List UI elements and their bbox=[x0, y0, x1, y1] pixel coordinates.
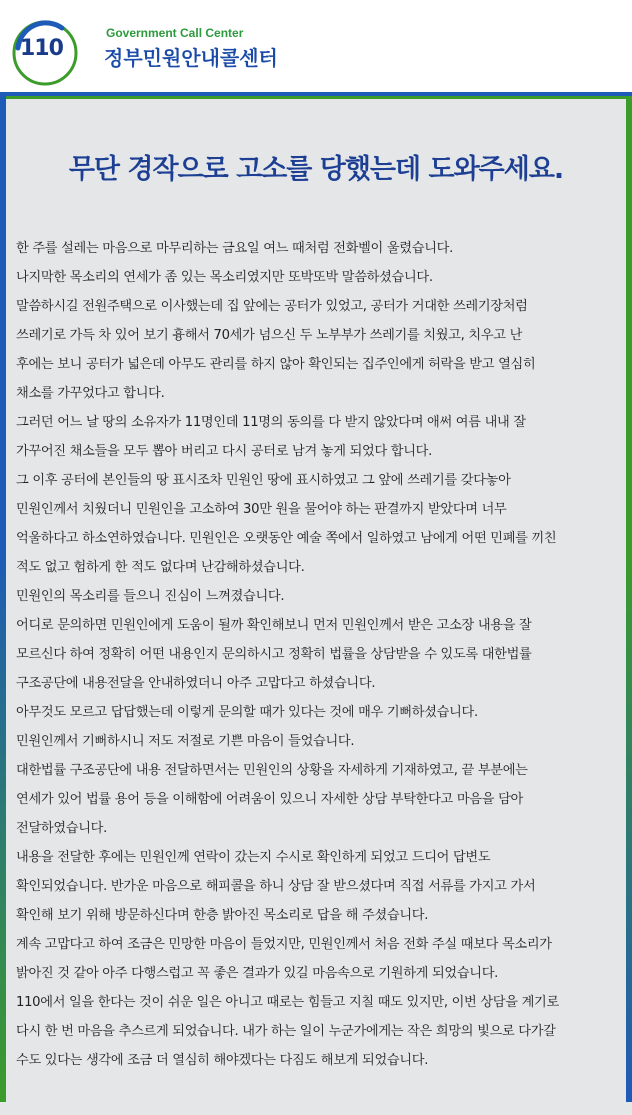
article-line: 아무것도 모르고 답답했는데 이렇게 문의할 때가 있다는 것에 매우 기뻐하셨습니다. bbox=[16, 705, 478, 720]
article-line: 민원인께서 기뻐하시니 저도 저절로 기쁜 마음이 들었습니다. bbox=[16, 734, 355, 749]
article-body bbox=[16, 234, 626, 1075]
article-line: 그러던 어느 날 땅의 소유자가 11명인데 11명의 동의를 다 받지 않았다며 애써 여름 내내 잘 bbox=[16, 415, 526, 430]
article-line: 110에서 일을 한다는 것이 쉬운 일은 아니고 때로는 힘들고 지칠 때도 있지만, 이번 상담을 계기로 bbox=[16, 995, 559, 1010]
article-line: 대한법률 구조공단에 내용 전달하면서는 민원인의 상황을 자세하게 기재하였고, 끝 부분에는 bbox=[16, 763, 528, 778]
article-line: 전달하였습니다. bbox=[16, 821, 107, 836]
top-green-border bbox=[2, 96, 632, 99]
article-line: 어디로 문의하면 민원인에게 도움이 될까 확인해보니 먼저 민원인께서 받은 고소장 내용을 잘 bbox=[16, 618, 532, 633]
article-line: 내용을 전달한 후에는 민원인께 연락이 갔는지 수시로 확인하게 되었고 드디어 답변도 bbox=[16, 850, 491, 865]
article-line: 나지막한 목소리의 연세가 좀 있는 목소리였지만 또박또박 말씀하셨습니다. bbox=[16, 270, 433, 285]
article-line: 민원인께서 치웠더니 민원인을 고소하여 30만 원을 물어야 하는 판결까지 받았다며 너무 bbox=[16, 502, 507, 517]
article-line: 억울하다고 하소연하였습니다. 민원인은 오랫동안 예술 쪽에서 일하였고 남에게 어떤 민폐를 끼친 bbox=[16, 531, 557, 546]
brand-korean: 정부민원안내콜센터 bbox=[104, 46, 278, 70]
article-line: 구조공단에 내용전달을 안내하였더니 아주 고맙다고 하셨습니다. bbox=[16, 676, 376, 691]
article-line: 쓰레기로 가득 차 있어 보기 흉해서 70세가 넘으신 두 노부부가 쓰레기를 치웠고, 치우고 난 bbox=[16, 328, 523, 343]
article-line: 채소를 가꾸었다고 합니다. bbox=[16, 386, 165, 401]
article-line: 다시 한 번 마음을 추스르게 되었습니다. 내가 하는 일이 누군가에게는 작은 희망의 빛으로 다가갈 bbox=[16, 1024, 556, 1039]
article-line: 민원인의 목소리를 들으니 진심이 느껴졌습니다. bbox=[16, 589, 285, 604]
article-line: 계속 고맙다고 하여 조금은 민망한 마음이 들었지만, 민원인께서 처음 전화 주실 때보다 목소리가 bbox=[16, 937, 552, 952]
article-line: 확인되었습니다. 반가운 마음으로 해피콜을 하니 상담 잘 받으셨다며 직접 서류를 가지고 가서 bbox=[16, 879, 536, 894]
article-line: 후에는 보니 공터가 넓은데 아무도 관리를 하지 않아 확인되는 집주인에게 허락을 받고 열심히 bbox=[16, 357, 536, 372]
article-line: 밝아진 것 같아 아주 다행스럽고 꼭 좋은 결과가 있길 마음속으로 기원하게 되었습니다. bbox=[16, 966, 499, 981]
article-line: 모르신다 하여 정확히 어떤 내용인지 문의하시고 정확히 법률을 상담받을 수 있도록 대한법률 bbox=[16, 647, 532, 662]
article-line: 연세가 있어 법률 용어 등을 이해함에 어려움이 있으니 자세한 상담 부탁한다고 마음을 담아 bbox=[16, 792, 523, 807]
right-border bbox=[626, 99, 632, 1102]
left-border bbox=[0, 96, 6, 1102]
article-line: 가꾸어진 채소들을 모두 뽑아 버리고 다시 공터로 남겨 놓게 되었다 합니다. bbox=[16, 444, 432, 459]
bottom-strip bbox=[0, 1102, 632, 1115]
article-line: 말씀하시길 전원주택으로 이사했는데 집 앞에는 공터가 있었고, 공터가 거대한 쓰레기장처럼 bbox=[16, 299, 528, 314]
article-line: 확인해 보기 위해 방문하신다며 한층 밝아진 목소리로 답을 해 주셨습니다. bbox=[16, 908, 429, 923]
header bbox=[0, 0, 632, 92]
logo-number: 110 bbox=[20, 36, 63, 61]
brand-english: Government Call Center bbox=[106, 26, 244, 40]
article-line: 수도 있다는 생각에 조금 더 열심히 해야겠다는 다짐도 해보게 되었습니다. bbox=[16, 1053, 429, 1068]
article-title: 무단 경작으로 고소를 당했는데 도와주세요. bbox=[68, 154, 564, 185]
article-line: 적도 없고 험하게 한 적도 없다며 난감해하셨습니다. bbox=[16, 560, 305, 575]
article-line: 그 이후 공터에 본인들의 땅 표시조차 민원인 땅에 표시하였고 그 앞에 쓰레기를 갖다놓아 bbox=[16, 473, 511, 488]
article-line: 한 주를 설레는 마음으로 마무리하는 금요일 여느 때처럼 전화벨이 울렸습니다. bbox=[16, 241, 453, 256]
